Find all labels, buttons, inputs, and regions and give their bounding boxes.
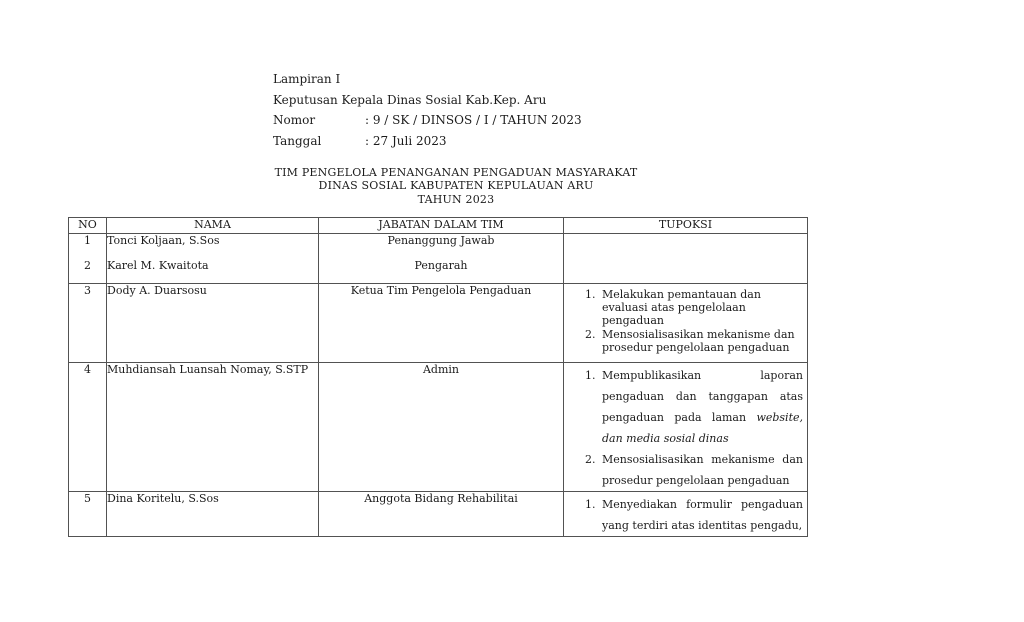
member-role: Penanggung Jawab: [387, 234, 495, 247]
keputusan-line: Keputusan Kepala Dinas Sosial Kab.Kep. Aru: [273, 92, 547, 107]
nomor-label: Nomor: [273, 113, 316, 127]
cell-tupoksi: [564, 492, 808, 537]
title-line-3: TAHUN 2023: [417, 192, 495, 206]
item-text-italic: website, dan media sosial dinas: [602, 411, 803, 445]
tanggal-label: Tanggal: [273, 133, 322, 148]
member-name: Dody A. Duarsosu: [107, 284, 319, 363]
cell-tupoksi-empty: [564, 234, 808, 284]
nomor-value: : 9 / SK / DINSOS / I / TAHUN 2023: [365, 113, 582, 127]
title-line-1: TIM PENGELOLA PENANGANAN PENGADUAN MASYARAKAT: [274, 166, 638, 179]
table-row-5: [69, 492, 808, 537]
item-number: 2.: [585, 327, 596, 341]
cell-jabatan: [319, 234, 564, 284]
col-header-jabatan: JABATAN DALAM TIM: [319, 218, 564, 234]
nomor-line: [273, 110, 582, 131]
col-header-nama: NAMA: [107, 218, 319, 234]
row-number: 2: [84, 259, 91, 272]
cell-nama: [107, 234, 319, 284]
letterhead: [273, 69, 582, 151]
cell-no: 5: [69, 492, 107, 537]
cell-no: [69, 234, 107, 284]
col-header-no: NO: [69, 218, 107, 234]
tanggal-line: [273, 131, 582, 152]
item-text: Melakukan pemantauan dan evaluasi atas pengelolaan pengaduan: [602, 288, 761, 328]
col-header-tupoksi: TUPOKSI: [564, 218, 808, 234]
tupoksi-item: [585, 365, 803, 449]
table-row-4: [69, 363, 808, 492]
item-text: Mensosialisasikan mekanisme dan prosedur pengelolaan pengaduan: [602, 327, 795, 354]
item-text: Mensosialisasikan mekanisme dan prosedur pengelolaan pengaduan: [602, 453, 803, 487]
member-name: Dina Koritelu, S.Sos: [107, 492, 319, 537]
item-number: 1.: [585, 369, 596, 382]
table-row-3: [69, 284, 808, 363]
item-text: Menyediakan formulir pengaduan yang terdiri atas identitas pengadu,: [602, 498, 803, 532]
tupoksi-item: [585, 288, 803, 328]
member-name: Karel M. Kwaitota: [107, 259, 209, 272]
team-table: [68, 217, 808, 537]
title-line-2: DINAS SOSIAL KABUPATEN KEPULAUAN ARU: [318, 179, 594, 193]
member-name: Muhdiansah Luansah Nomay, S.STP: [107, 363, 319, 492]
cell-no: 4: [69, 363, 107, 492]
member-name: Tonci Koljaan, S.Sos: [107, 234, 220, 247]
tupoksi-item: [585, 494, 803, 536]
lampiran-line: Lampiran I: [273, 72, 341, 86]
cell-tupoksi: [564, 363, 808, 492]
document-title: [88, 166, 824, 206]
cell-tupoksi: [564, 284, 808, 363]
table-header-row: [69, 218, 808, 234]
item-number: 1.: [585, 498, 596, 511]
tupoksi-item: [585, 328, 803, 354]
member-role: Anggota Bidang Rehabilitai: [319, 492, 564, 537]
member-role: Admin: [319, 363, 564, 492]
table-row-1-2: [69, 234, 808, 284]
member-role: Ketua Tim Pengelola Pengaduan: [319, 284, 564, 363]
cell-no: 3: [69, 284, 107, 363]
tupoksi-item: [585, 449, 803, 491]
tanggal-value: : 27 Juli 2023: [365, 133, 447, 148]
member-role: Pengarah: [414, 259, 468, 272]
item-text: Mempublikasikan laporan pengaduan dan tanggapan atas pengaduan pada laman: [602, 369, 803, 424]
item-number: 2.: [585, 453, 596, 466]
item-number: 1.: [585, 288, 596, 301]
row-number: 1: [84, 234, 91, 247]
